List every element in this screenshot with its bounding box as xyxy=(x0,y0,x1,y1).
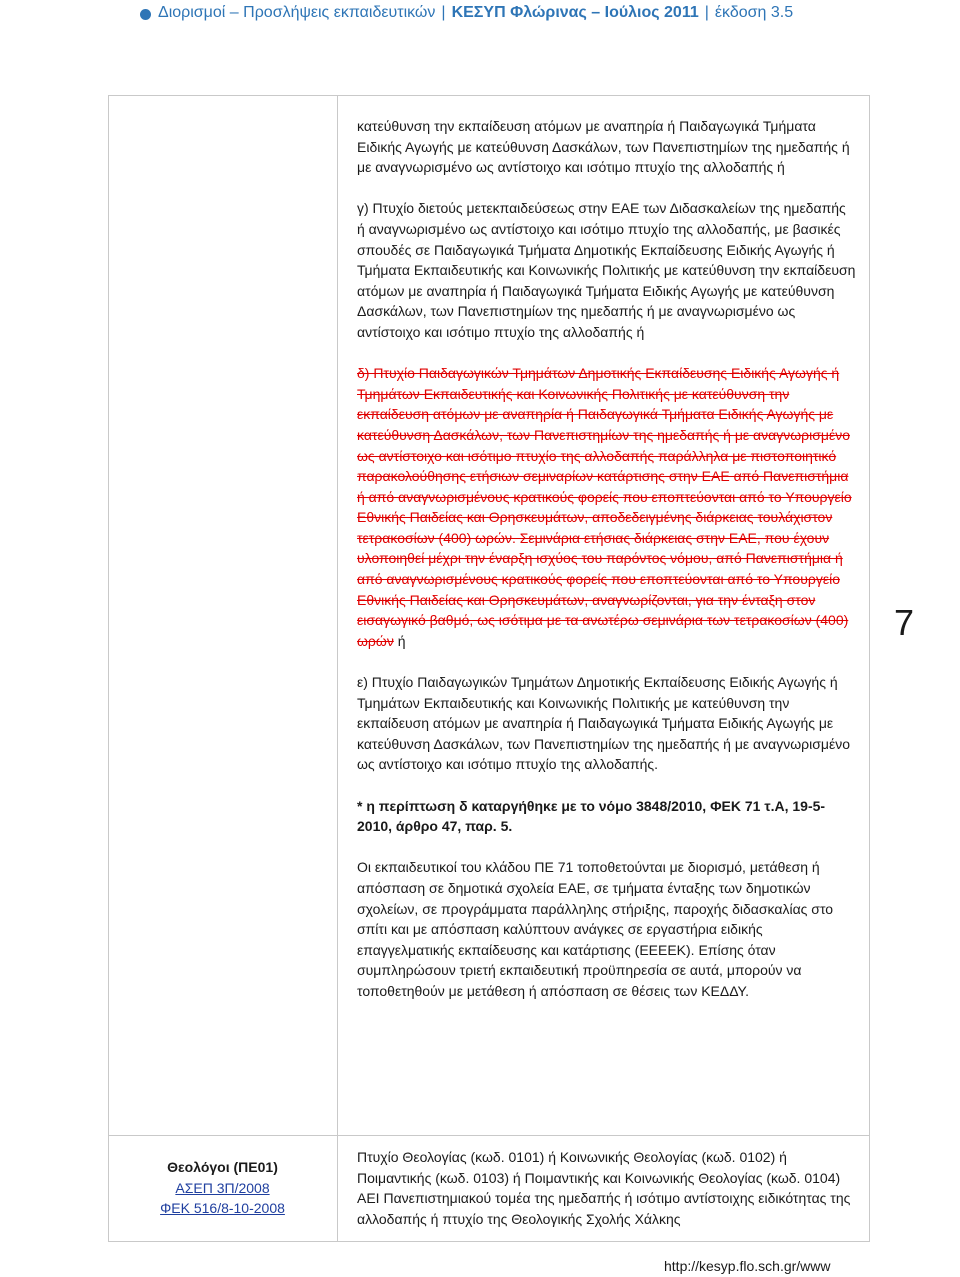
footer-url[interactable]: http://kesyp.flo.sch.gr/www xyxy=(664,1258,831,1274)
case-d-tail: ή xyxy=(393,632,406,649)
page-header xyxy=(0,0,960,32)
bullet-dot-icon xyxy=(140,9,151,20)
asep-link[interactable]: ΑΣΕΠ 3Π/2008 xyxy=(175,1179,270,1196)
subject-cell-theologians xyxy=(108,1157,337,1219)
header-part-3: έκδοση 3.5 xyxy=(714,4,794,21)
header-separator-2: | xyxy=(704,4,709,21)
table-column-divider xyxy=(337,95,338,1242)
struck-text-case-d: δ) Πτυχίο Παιδαγωγικών Τμημάτων Δημοτικής Εκπαίδευσης Ειδικής Αγωγής ή Τμημάτων Εκπαιδευτικής και Κοινωνικής Πολιτικής με κατεύθυνση την εκπαίδευση ατόμων με αναπηρία ή Παιδαγωγικά Τμήματα Ειδικής Αγωγής με κατεύθυνση Δασκάλων, των Πανεπιστημίων της ημεδαπής ή με αναγνωρισμένο ως αντίστοιχο και ισότιμο πτυχίο της αλλοδαπής παράλληλα με πιστοποιητικό παρακολούθησης ετήσιων σεμιναρίων κατάρτισης στην ΕΑΕ από Πανεπιστήμια ή από αναγνωρισμένους κρατικούς φορείς που εποπτεύονται από το Υπουργείο Εθνικής Παιδείας και Θρησκευμάτων, αποδεδειγμένης διάρκειας τουλάχιστον τετρακοσίων (400) ωρών. Σεμινάρια ετήσιας διάρκειας στην ΕΑΕ, που έχουν υλοποιηθεί μέχρι την έναρξη ισχύος του παρόντος νόμου, από Πανεπιστήμια ή από αναγνωρισμένους κρατικούς φορείς που εποπτεύονται από το Υπουργείο Εθνικής Παιδείας και Θρησκευμάτων, αναγνωρίζονται, για την ένταξη στον εισαγωγικό βαθμό, ως ισότιμα με τα ανωτέρω σεμινάρια των τετρακοσίων (400) ωρών xyxy=(357,365,852,649)
header-separator-1: | xyxy=(441,4,446,21)
fek-link[interactable]: ΦΕΚ 516/8-10-2008 xyxy=(160,1200,285,1217)
table-row-divider xyxy=(108,1135,870,1136)
header-part-1: Διορισμοί – Προσλήψεις εκπαιδευτικών xyxy=(158,4,436,21)
paragraph-pe71-placement: Οι εκπαιδευτικοί του κλάδου ΠΕ 71 τοποθετούνται με διορισμό, μετάθεση ή απόσπαση σε δημοτικά σχολεία ΕΑΕ, σε τμήματα ένταξης των δημοτικών σχολείων, σε προγράμματα παράλληλης στήριξης, παροχής διδασκαλίας στο σπίτι και με απόσπαση καλύπτουν ανάγκες σε εργαστήρια ειδικής επαγγελματικής εκπαίδευσης και κατάρτισης (ΕΕΕΕΚ). Επίσης όταν συμπληρώσουν τριετή εκπαιδευτική προϋπηρεσία σε αυτά, μπορούν να τοποθετηθούν με μετάθεση ή απόσπαση σε θέσεις των ΚΕΔΔΥ. xyxy=(357,859,834,999)
requirements-cell-theologians: Πτυχίο Θεολογίας (κωδ. 0101) ή Κοινωνικής Θεολογίας (κωδ. 0102) ή Ποιμαντικής (κωδ. 0103) ή Ποιμαντικής και Κοινωνικής Θεολογίας (κωδ. 0104) ΑΕΙ Πανεπιστημιακού τομέα της ημεδαπής ή ισότιμο αντίστοιχης ειδικότητας της αλλοδαπής ή πτυχίο της Θεολογικής Σχολής Χάλκης xyxy=(357,1149,851,1227)
header-title xyxy=(158,4,793,22)
page-number: 7 xyxy=(894,602,915,643)
paragraph-case-d xyxy=(357,363,857,651)
paragraph-case-e: ε) Πτυχίο Παιδαγωγικών Τμημάτων Δημοτικής Εκπαίδευσης Ειδικής Αγωγής ή Τμημάτων Εκπαιδευτικής και Κοινωνικής Πολιτικής με κατεύθυνση την εκπαίδευση ατόμων με αναπηρία ή Παιδαγωγικά Τμήματα Ειδικής Αγωγής με κατεύθυνση Δασκάλων, των Πανεπιστημίων της ημεδαπής ή με αναγνωρισμένο ως αντίστοιχο και ισότιμο πτυχίο της αλλοδαπής. xyxy=(357,674,850,773)
repeal-note: * η περίπτωση δ καταργήθηκε με το νόμο 3848/2010, ΦΕΚ 71 τ.Α, 19-5-2010, άρθρο 47, παρ. 5. xyxy=(357,797,826,835)
subject-title: Θεολόγοι (ΠΕ01) xyxy=(167,1159,278,1175)
header-part-2: ΚΕΣΥΠ Φλώρινας – Ιούλιος 2011 xyxy=(451,4,699,21)
paragraph-case-g: γ) Πτυχίο διετούς μετεκπαιδεύσεως στην ΕΑΕ των Διδασκαλείων της ημεδαπής ή αναγνωρισμένο ως αντίστοιχο και ισότιμο πτυχίο της αλλοδαπής, με βασικές σπουδές σε Παιδαγωγικά Τμήματα Δημοτικής Εκπαίδευσης Ειδικής Αγωγής ή Τμήματα Εκπαιδευτικής και Κοινωνικής Πολιτικής με κατεύθυνση την εκπαίδευση ατόμων με αναπηρία ή Παιδαγωγικά Τμήματα Ειδικής Αγωγής με κατεύθυνση Δασκάλων, των Πανεπιστημίων της ημεδαπής ή με αναγνωρισμένο ως αντίστοιχο και ισότιμο πτυχίο της αλλοδαπής ή xyxy=(357,200,856,340)
requirements-cell-pe71 xyxy=(357,116,857,1022)
paragraph-continuation: κατεύθυνση την εκπαίδευση ατόμων με αναπηρία ή Παιδαγωγικά Τμήματα Ειδικής Αγωγής με κατεύθυνση Δασκάλων, των Πανεπιστημίων της ημεδαπής ή με αναγνωρισμένο ως αντίστοιχο και ισότιμο πτυχίο της αλλοδαπής ή xyxy=(357,118,850,176)
